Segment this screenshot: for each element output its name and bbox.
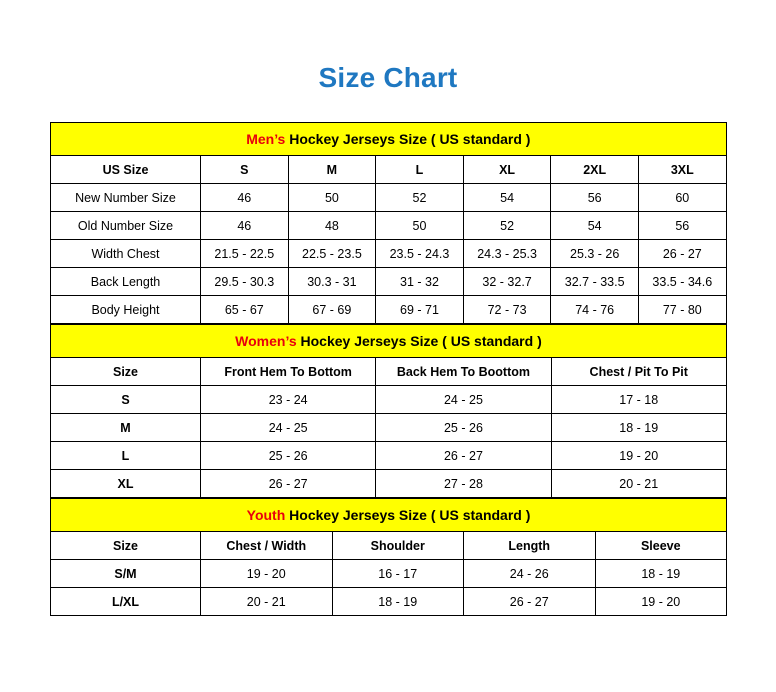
table-cell: 23.5 - 24.3 — [376, 240, 464, 268]
mens-header-cell: L — [376, 156, 464, 184]
table-cell: 20 - 21 — [201, 588, 333, 616]
youth-banner-row — [51, 499, 727, 532]
table-row — [51, 296, 727, 324]
youth-banner — [51, 499, 727, 532]
table-cell: 19 - 20 — [551, 442, 726, 470]
table-cell: 16 - 17 — [332, 560, 464, 588]
mens-header-cell: S — [201, 156, 289, 184]
table-cell: 27 - 28 — [376, 470, 551, 498]
table-cell: 23 - 24 — [201, 386, 376, 414]
table-cell: 56 — [551, 184, 639, 212]
table-cell: 18 - 19 — [332, 588, 464, 616]
womens-header-cell: Chest / Pit To Pit — [551, 358, 726, 386]
table-row — [51, 268, 727, 296]
mens-header-cell: 2XL — [551, 156, 639, 184]
table-cell: 30.3 - 31 — [288, 268, 376, 296]
womens-banner-row — [51, 325, 727, 358]
youth-header-row — [51, 532, 727, 560]
table-row — [51, 184, 727, 212]
row-label: L/XL — [51, 588, 201, 616]
table-cell: 48 — [288, 212, 376, 240]
table-cell: 26 - 27 — [201, 470, 376, 498]
womens-header-cell: Size — [51, 358, 201, 386]
row-label: Back Length — [51, 268, 201, 296]
table-cell: 56 — [638, 212, 726, 240]
table-cell: 50 — [376, 212, 464, 240]
womens-header-row — [51, 358, 727, 386]
table-cell: 22.5 - 23.5 — [288, 240, 376, 268]
table-cell: 26 - 27 — [464, 588, 596, 616]
table-cell: 25 - 26 — [376, 414, 551, 442]
table-cell: 26 - 27 — [376, 442, 551, 470]
table-cell: 29.5 - 30.3 — [201, 268, 289, 296]
table-cell: 67 - 69 — [288, 296, 376, 324]
table-cell: 46 — [201, 184, 289, 212]
youth-header-cell: Sleeve — [595, 532, 727, 560]
table-cell: 46 — [201, 212, 289, 240]
table-cell: 24 - 25 — [201, 414, 376, 442]
table-row — [51, 386, 727, 414]
table-cell: 19 - 20 — [201, 560, 333, 588]
table-cell: 18 - 19 — [595, 560, 727, 588]
mens-size-table — [50, 122, 727, 324]
table-cell: 69 - 71 — [376, 296, 464, 324]
table-row — [51, 212, 727, 240]
row-label: M — [51, 414, 201, 442]
table-cell: 54 — [551, 212, 639, 240]
table-row — [51, 414, 727, 442]
table-row — [51, 240, 727, 268]
table-cell: 24.3 - 25.3 — [463, 240, 551, 268]
row-label: New Number Size — [51, 184, 201, 212]
table-cell: 54 — [463, 184, 551, 212]
table-cell: 17 - 18 — [551, 386, 726, 414]
table-cell: 52 — [376, 184, 464, 212]
table-cell: 32 - 32.7 — [463, 268, 551, 296]
table-cell: 74 - 76 — [551, 296, 639, 324]
womens-size-table — [50, 324, 727, 498]
mens-banner-row — [51, 123, 727, 156]
youth-banner-rest: Hockey Jerseys Size ( US standard ) — [285, 507, 531, 523]
table-cell: 20 - 21 — [551, 470, 726, 498]
table-cell: 25.3 - 26 — [551, 240, 639, 268]
table-cell: 77 - 80 — [638, 296, 726, 324]
table-cell: 31 - 32 — [376, 268, 464, 296]
row-label: XL — [51, 470, 201, 498]
womens-header-cell: Back Hem To Boottom — [376, 358, 551, 386]
table-cell: 33.5 - 34.6 — [638, 268, 726, 296]
youth-banner-accent: Youth — [246, 507, 286, 523]
mens-header-cell: XL — [463, 156, 551, 184]
table-row — [51, 442, 727, 470]
table-cell: 21.5 - 22.5 — [201, 240, 289, 268]
table-cell: 72 - 73 — [463, 296, 551, 324]
row-label: Width Chest — [51, 240, 201, 268]
row-label: L — [51, 442, 201, 470]
size-tables — [50, 122, 726, 616]
table-row — [51, 560, 727, 588]
mens-banner-accent: Men’s — [246, 131, 286, 147]
row-label: S — [51, 386, 201, 414]
table-cell: 50 — [288, 184, 376, 212]
table-cell: 25 - 26 — [201, 442, 376, 470]
womens-banner-accent: Women’s — [235, 333, 297, 349]
youth-header-cell: Size — [51, 532, 201, 560]
table-cell: 65 - 67 — [201, 296, 289, 324]
womens-header-cell: Front Hem To Bottom — [201, 358, 376, 386]
table-cell: 52 — [463, 212, 551, 240]
youth-size-table — [50, 498, 727, 616]
youth-header-cell: Shoulder — [332, 532, 464, 560]
mens-banner-rest: Hockey Jerseys Size ( US standard ) — [285, 131, 531, 147]
mens-banner — [51, 123, 727, 156]
youth-header-cell: Chest / Width — [201, 532, 333, 560]
row-label: S/M — [51, 560, 201, 588]
table-cell: 18 - 19 — [551, 414, 726, 442]
table-cell: 24 - 25 — [376, 386, 551, 414]
table-cell: 19 - 20 — [595, 588, 727, 616]
womens-banner — [51, 325, 727, 358]
table-cell: 60 — [638, 184, 726, 212]
page-title: Size Chart — [318, 62, 458, 93]
mens-header-row — [51, 156, 727, 184]
mens-header-cell: M — [288, 156, 376, 184]
table-cell: 26 - 27 — [638, 240, 726, 268]
womens-banner-rest: Hockey Jerseys Size ( US standard ) — [296, 333, 542, 349]
table-row — [51, 588, 727, 616]
mens-header-cell: 3XL — [638, 156, 726, 184]
youth-header-cell: Length — [464, 532, 596, 560]
row-label: Body Height — [51, 296, 201, 324]
table-cell: 32.7 - 33.5 — [551, 268, 639, 296]
table-row — [51, 470, 727, 498]
table-cell: 24 - 26 — [464, 560, 596, 588]
row-label: Old Number Size — [51, 212, 201, 240]
mens-header-cell: US Size — [51, 156, 201, 184]
